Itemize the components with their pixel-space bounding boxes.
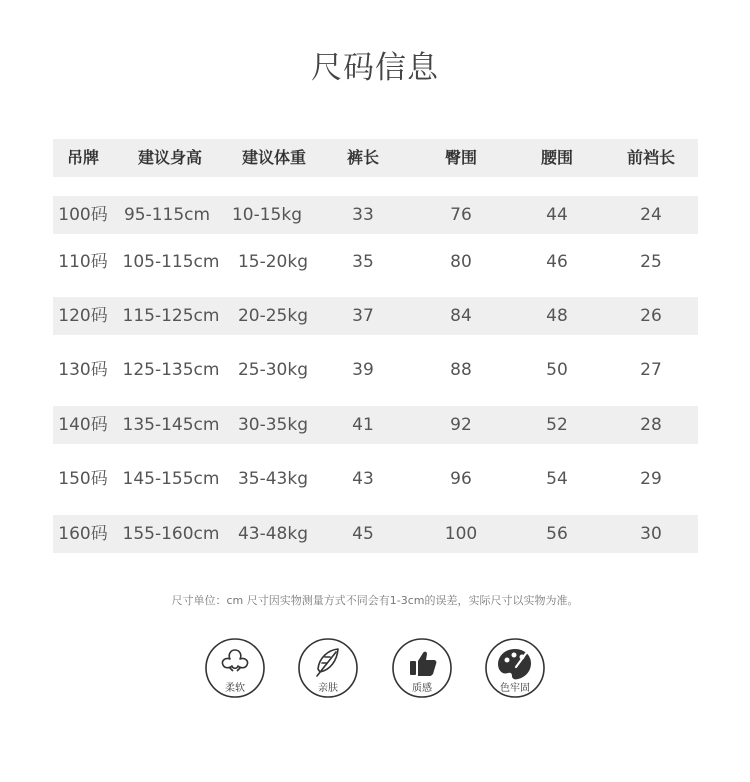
page-title: 尺码信息 [311,50,439,86]
table-cell: 100 [444,524,478,544]
header-cell: 裤长 [346,148,379,167]
header-cell: 建议身高 [137,148,202,167]
feature-label: 色牢固 [500,683,530,694]
table-cell: 92 [450,415,472,435]
table-cell: 48 [546,306,568,326]
table-cell: 54 [546,469,568,489]
table-cell: 96 [450,469,472,489]
table-row [53,196,698,234]
table-row [53,515,698,553]
table-cell: 27 [640,360,662,380]
table-cell: 39 [352,360,374,380]
header-cell: 吊牌 [66,148,99,167]
table-row [53,297,698,335]
table-cell: 26 [640,306,662,326]
table-cell: 52 [546,415,568,435]
table-cell: 25 [640,252,662,272]
table-cell: 35-43kg [237,469,309,489]
table-cell: 115-125cm [122,306,220,326]
table-cell: 30 [640,524,662,544]
feature-label: 亲肤 [318,683,338,694]
header-cell: 前裆长 [626,148,675,167]
table-cell: 84 [450,306,472,326]
table-row [53,351,698,389]
table-cell: 88 [450,360,472,380]
table-cell: 140码 [58,415,108,435]
table-cell: 135-145cm [122,415,220,435]
table-cell: 100码 [58,205,108,225]
table-cell: 29 [640,469,662,489]
table-cell: 43-48kg [237,524,309,544]
table-cell: 45 [352,524,374,544]
header-cell: 腰围 [540,148,573,167]
table-cell: 43 [352,469,374,489]
table-cell: 130码 [58,360,108,380]
table-cell: 150码 [58,469,108,489]
size-note: 尺寸单位：cm 尺寸因实物测量方式不同会有1-3cm的误差，实际尺寸以实物为准。 [171,594,579,607]
table-cell: 20-25kg [237,306,309,326]
table-cell: 30-35kg [237,415,309,435]
feature-label: 质感 [412,683,432,694]
table-cell: 44 [546,205,568,225]
table-cell: 160码 [58,524,108,544]
table-row [53,406,698,444]
table-cell: 120码 [58,306,108,326]
table-cell: 105-115cm [122,252,220,272]
table-cell: 145-155cm [122,469,220,489]
table-cell: 25-30kg [237,360,309,380]
feature-texture [390,636,454,700]
table-cell: 35 [352,252,374,272]
feature-soft [203,636,267,700]
table-cell: 46 [546,252,568,272]
table-cell: 110码 [58,252,108,272]
table-cell: 37 [352,306,374,326]
feature-colorfast [483,636,547,700]
table-header [53,139,698,177]
header-cell: 臀围 [444,148,477,167]
header-cell: 建议体重 [241,148,306,167]
table-row [53,460,698,498]
table-cell: 24 [640,205,662,225]
table-row [53,243,698,281]
table-cell: 125-135cm [122,360,220,380]
table-cell: 95-115cm [123,205,211,225]
table-cell: 155-160cm [122,524,220,544]
table-cell: 80 [450,252,472,272]
table-cell: 50 [546,360,568,380]
table-cell: 76 [450,205,472,225]
table-cell: 56 [546,524,568,544]
table-cell: 28 [640,415,662,435]
table-cell: 41 [352,415,374,435]
table-cell: 15-20kg [237,252,309,272]
feature-skin-friendly [296,636,360,700]
feature-label: 柔软 [225,683,245,694]
table-cell: 10-15kg [231,205,303,225]
table-cell: 33 [352,205,374,225]
